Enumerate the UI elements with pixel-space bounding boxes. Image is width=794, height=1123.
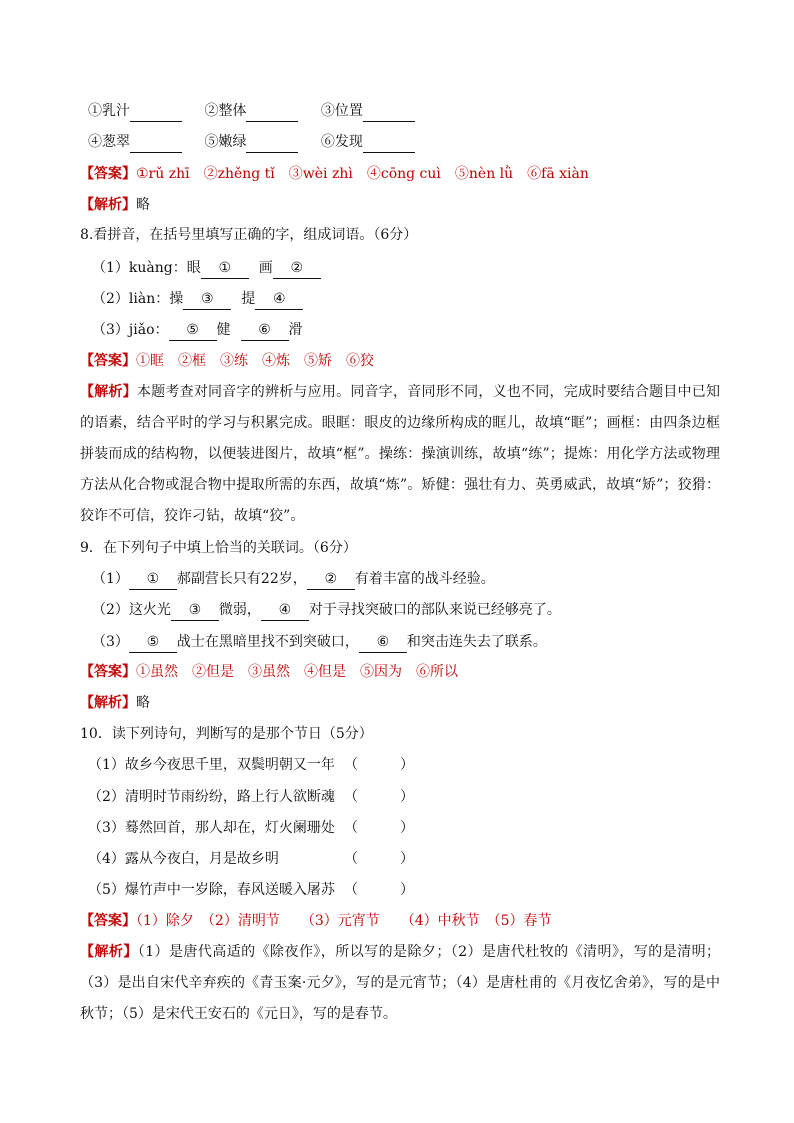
analysis-tag: 【解析】 [80,944,138,960]
q7-analysis [80,195,150,215]
answer-text: ①rǔ zhī ②zhěng tǐ ③wèi zhì ④cōng cuì ⑤nèn lǜ ⑥fā xiàn [136,166,589,182]
q9-item-suffix: 对于寻找突破口的部队来说已经够亮了。 [308,602,561,618]
answer-tag: 【答案】 [80,353,136,369]
q8-blank-1[interactable]: ① [201,258,249,279]
analysis-text: （1）是唐代高适的《除夜作》，所以写的是除夕；（2）是唐代杜牧的《清明》，写的是清明；（3）是出自宋代辛弃疾的《青玉案·元夕》，写的是元宵节；（4）是唐杜甫的《月夜忆舍弟》，写的是中秋节；（5）是宋代王安石的《元日》，写的是春节。 [80,944,721,1022]
q8-answer [80,351,374,371]
answer-tag: 【答案】 [80,166,136,182]
answer-paren[interactable]: （ ） [344,820,414,836]
poem-line: （4）露从今夜白，月是故乡明 [88,851,279,867]
q7-label-2: ②整体 [204,103,247,119]
q9-item-suffix: 有着丰富的战斗经验。 [354,571,495,587]
q9-item-suffix: 和突击连失去了联系。 [406,634,547,650]
q10-title: 10．读下列诗句，判断写的是那个节日（5分） [80,726,373,742]
q9-item-mid: 郝副营长只有22岁， [176,571,307,587]
q8-item-suffix: 滑 [288,322,303,338]
q9-item-mid: 微弱， [218,602,261,618]
q7-blank-2[interactable] [246,101,298,122]
poem-line: （1）故乡今夜思千里，双鬓明朝又一年 [88,757,335,773]
answer-tag: 【答案】 [80,664,136,680]
answer-text: ①眶 ②框 ③练 ④炼 ⑤矫 ⑥狡 [136,353,374,369]
q7-row2 [88,132,415,153]
q7-answer [80,164,589,184]
q8-blank-4[interactable]: ④ [255,289,303,310]
q9-item-prefix: （2）这火光 [92,602,171,618]
q8-item-mid: 提 [241,291,256,307]
analysis-tag: 【解析】 [80,695,136,711]
analysis-text: 略 [136,197,150,213]
answer-paren[interactable]: （ ） [344,851,414,867]
q9-blank-4[interactable]: ④ [261,600,309,621]
poem-line: （5）爆竹声中一岁除，春风送暖入屠苏 [88,882,335,898]
q7-label-1: ①乳汁 [88,103,130,119]
q7-blank-5[interactable] [246,132,298,153]
answer-text: ①虽然 ②但是 ③虽然 ④但是 ⑤因为 ⑥所以 [136,664,458,680]
poem-line: （2）清明时节雨纷纷，路上行人欲断魂 [88,789,335,805]
q9-item-mid: 战士在黑暗里找不到突破口， [176,634,359,650]
q10-analysis [80,937,720,1030]
q9-item-prefix: （1） [92,571,129,587]
q7-blank-6[interactable] [363,132,415,153]
q8-item-prefix: （2）liàn：操 [92,291,184,307]
q7-row1 [88,101,415,122]
answer-paren[interactable]: （ ） [344,882,414,898]
q10-item-3 [88,818,414,838]
q10-item-5 [88,880,414,900]
q9-item-3 [92,632,547,653]
q8-item-2 [92,289,303,310]
q7-label-3: ③位置 [320,103,363,119]
q8-title: 8.看拼音，在括号里填写正确的字，组成词语。（6分） [80,227,418,243]
q8-blank-6[interactable]: ⑥ [241,320,289,341]
q9-analysis [80,693,150,713]
q9-blank-6[interactable]: ⑥ [359,632,407,653]
q9-item-1 [92,569,495,590]
q10-item-2 [88,787,414,807]
analysis-tag: 【解析】 [80,384,137,400]
analysis-text: 略 [136,695,150,711]
q8-item-mid: 健 [216,322,231,338]
answer-tag: 【答案】 [80,913,136,929]
q8-item-prefix: （3）jiǎo： [92,322,169,338]
analysis-tag: 【解析】 [80,197,136,213]
q7-blank-3[interactable] [363,101,415,122]
q8-item-prefix: （1）kuàng：眼 [92,260,201,276]
q9-answer [80,662,458,682]
q8-blank-5[interactable]: ⑤ [169,320,217,341]
q8-item-3 [92,320,303,341]
q10-answer [80,911,552,931]
q7-blank-4[interactable] [130,132,182,153]
poem-line: （3）蓦然回首，那人却在，灯火阑珊处 [88,820,335,836]
q9-blank-5[interactable]: ⑤ [129,632,177,653]
q7-label-4: ④葱翠 [88,134,130,150]
q8-item-1 [92,258,321,279]
q10-item-1 [88,755,414,775]
analysis-text: 本题考查对同音字的辨析与应用。同音字，音同形不同，义也不同，完成时要结合题目中已知的语素，结合平时的学习与积累完成。眼眶：眼皮的边缘所构成的眶儿，故填“眶”；画框：由四条边框拼装而成的结构物，以便装进图片，故填“框”。操练：操演训练，故填“练”；提炼：用化学方法或物理方法从化合物或混合物中提取所需的东西，故填“炼”。矫健：强壮有力、英勇威武，故填“矫”；狡猾：狡诈不可信，狡诈刁钻，故填“狡”。 [80,384,721,524]
q10-item-4 [88,849,414,869]
q8-blank-2[interactable]: ② [273,258,321,279]
q9-item-prefix: （3） [92,634,129,650]
q7-label-6: ⑥发现 [320,134,363,150]
answer-text: （1）除夕 （2）清明节 （3）元宵节 （4）中秋节 （5）春节 [136,913,552,929]
q9-title: 9．在下列句子中填上恰当的关联词。（6分） [80,540,357,556]
answer-paren[interactable]: （ ） [344,789,414,805]
q9-blank-3[interactable]: ③ [171,600,219,621]
q7-label-5: ⑤嫩绿 [204,134,247,150]
q7-blank-1[interactable] [130,101,182,122]
q8-analysis [80,377,720,532]
q9-blank-1[interactable]: ① [129,569,177,590]
q9-blank-2[interactable]: ② [307,569,355,590]
q8-blank-3[interactable]: ③ [183,289,231,310]
q8-item-mid: 画 [258,260,273,276]
q9-item-2 [92,600,561,621]
answer-paren[interactable]: （ ） [344,757,414,773]
